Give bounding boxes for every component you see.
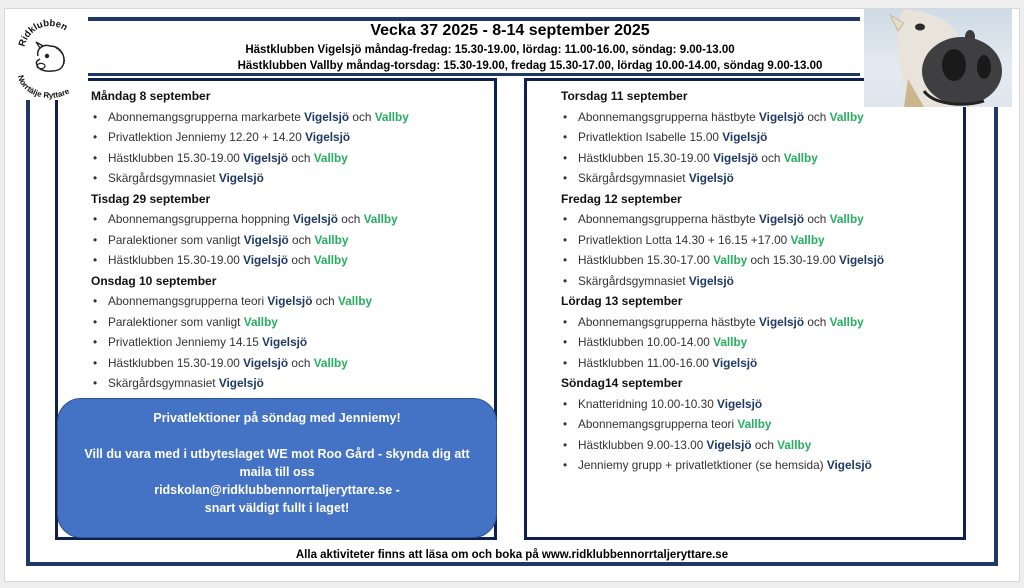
notice-banner [57, 398, 497, 538]
location-vallby: Vallby [337, 294, 373, 308]
frame-top-line [85, 17, 860, 21]
location-vallby: Vallby [374, 109, 409, 124]
bullet-icon: • [563, 171, 568, 185]
location-vigelsjo: Vigelsjö [267, 294, 313, 308]
schedule-item [561, 107, 884, 128]
location-vigelsjo: Vigelsjö [759, 314, 805, 329]
day-heading: Onsdag 10 september [91, 273, 217, 288]
notice-email[interactable]: ridskolan@ridklubbennorrtaljeryttare.se - [154, 483, 400, 497]
hours-vigelsjo: Hästklubben Vigelsjö måndag-fredag: 15.30-19.00, lördag: 11.00-16.00, söndag: 9.00-13.00 [245, 44, 735, 56]
bullet-icon: • [563, 212, 568, 226]
schedule-item [561, 353, 884, 374]
bullet-icon: • [563, 232, 568, 247]
bullet-icon: • [563, 109, 568, 124]
item-text: Abonnemangsgrupperna markarbete [108, 109, 305, 124]
location-vallby: Vallby [783, 150, 818, 165]
item-text: Abonnemangsgrupperna hästbyte [578, 109, 760, 124]
club-logo [12, 16, 88, 100]
location-vigelsjo: Vigelsjö [688, 171, 734, 185]
location-vigelsjo: Vigelsjö [688, 273, 734, 288]
bullet-icon: • [563, 396, 568, 411]
location-vigelsjo: Vigelsjö [243, 355, 289, 370]
item-text: och [288, 232, 315, 247]
item-text: Hästklubben 15.30-19.00 [108, 150, 244, 165]
bullet-icon: • [93, 294, 98, 308]
schedule-item [91, 127, 409, 148]
logo-text-bottom: Norrtälje Ryttare [15, 74, 71, 100]
hours-vallby: Hästklubben Vallby måndag-torsdag: 15.30-19.00, fredag 15.30-17.00, lördag 10.00-14.00, söndag 9.00-13.00 [237, 60, 823, 72]
schedule-item [91, 353, 409, 374]
horse-head-logo-icon [12, 16, 88, 100]
frame-second-line [85, 73, 860, 76]
location-vigelsjo: Vigelsjö [304, 109, 350, 124]
location-vallby: Vallby [313, 355, 348, 370]
left-schedule [91, 86, 409, 394]
location-vigelsjo: Vigelsjö [713, 150, 759, 165]
bullet-icon: • [93, 150, 98, 165]
item-text: Privatlektion Jenniemy 12.20 + 14.20 [108, 130, 306, 144]
bullet-icon: • [563, 273, 568, 288]
location-vigelsjo: Vigelsjö [839, 253, 885, 267]
horse-photo [864, 9, 1012, 107]
schedule-item [91, 148, 409, 169]
item-text: och [751, 437, 778, 452]
bullet-icon: • [93, 212, 98, 226]
day-heading: Torsdag 11 september [561, 89, 688, 103]
bullet-icon: • [93, 355, 98, 370]
schedule-item [91, 291, 409, 312]
location-vallby: Vallby [363, 212, 398, 226]
location-vallby: Vallby [777, 437, 812, 452]
bullet-icon: • [563, 150, 568, 165]
schedule-item [561, 209, 884, 230]
schedule-item [561, 148, 884, 169]
day-heading: Lördag 13 september [561, 294, 683, 308]
location-vigelsjo: Vigelsjö [243, 253, 289, 267]
item-text: Paralektioner som vanligt [108, 314, 244, 329]
item-text: Skärgårdsgymnasiet [108, 171, 219, 185]
item-text: och [288, 355, 314, 370]
item-text: Skärgårdsgymnasiet [108, 376, 219, 390]
bullet-icon: • [563, 437, 568, 452]
item-text: Skärgårdsgymnasiet [578, 171, 689, 185]
bullet-icon: • [563, 314, 568, 329]
item-text: Abonnemangsgrupperna hästbyte [578, 314, 760, 329]
item-text: och [804, 109, 830, 124]
location-vigelsjo: Vigelsjö [292, 212, 338, 226]
item-text: och [338, 212, 364, 226]
schedule-item [91, 209, 409, 230]
day-heading: Tisdag 29 september [91, 191, 211, 206]
bullet-icon: • [93, 314, 98, 329]
item-text: Privatlektion Lotta 14.30 + 16.15 +17.00 [578, 232, 791, 247]
location-vallby: Vallby [314, 232, 349, 247]
item-text: Jenniemy grupp + privatletktioner (se hemsida) [578, 458, 827, 472]
item-text: och [804, 314, 830, 329]
bullet-icon: • [93, 335, 98, 349]
bullet-icon: • [93, 253, 98, 267]
location-vallby: Vallby [313, 150, 348, 165]
schedule-item [91, 373, 409, 394]
item-text: och [288, 150, 314, 165]
location-vigelsjo: Vigelsjö [218, 171, 264, 185]
item-text: och 15.30-19.00 [747, 253, 840, 267]
item-text: Abonnemangsgrupperna teori [108, 294, 268, 308]
bullet-icon: • [93, 376, 98, 390]
schedule-item [91, 230, 409, 251]
schedule-item [561, 127, 884, 148]
location-vigelsjo: Vigelsjö [717, 396, 763, 411]
location-vigelsjo: Vigelsjö [706, 437, 752, 452]
location-vallby: Vallby [737, 417, 772, 431]
bullet-icon: • [563, 458, 568, 472]
footer-text: Alla aktiviteter finns att läsa om och boka på www.ridklubbennorrtaljeryttare.se [295, 549, 729, 561]
item-text: Abonnemangsgrupperna hästbyte [578, 212, 760, 226]
schedule-item [561, 455, 884, 476]
schedule-item [561, 414, 884, 435]
bullet-icon: • [563, 130, 568, 144]
bullet-icon: • [563, 417, 568, 431]
bullet-icon: • [93, 130, 98, 144]
location-vigelsjo: Vigelsjö [712, 355, 758, 370]
bullet-icon: • [563, 355, 568, 370]
schedule-item [91, 250, 409, 271]
location-vallby: Vallby [713, 253, 748, 267]
location-vallby: Vallby [790, 232, 825, 247]
svg-text:Ridklubben [17, 18, 70, 48]
schedule-item [561, 394, 884, 415]
location-vallby: Vallby [829, 314, 864, 329]
item-text: och [758, 150, 784, 165]
location-vigelsjo: Vigelsjö [759, 109, 805, 124]
location-vallby: Vallby [829, 212, 864, 226]
item-text: Skärgårdsgymnasiet [578, 273, 689, 288]
bullet-icon: • [563, 335, 568, 349]
bullet-icon: • [93, 171, 98, 185]
schedule-item [91, 168, 409, 189]
schedule-item [561, 435, 884, 456]
schedule-item [91, 332, 409, 353]
schedule-item [561, 250, 884, 271]
notice-line-4: snart väldigt fullt i laget! [204, 501, 350, 515]
item-text: Hästklubben 11.00-16.00 [578, 355, 713, 370]
location-vigelsjo: Vigelsjö [826, 458, 872, 472]
location-vigelsjo: Vigelsjö [243, 150, 289, 165]
schedule-item [91, 107, 409, 128]
logo-text-top: Ridklubben [16, 17, 70, 48]
item-text: Knatteridning 10.00-10.30 [578, 396, 718, 411]
notice-line-2: Vill du vara med i utbyteslaget WE mot Roo Gård - skynda dig att maila till oss [84, 447, 470, 479]
item-text: Privatlektion Jenniemy 14.15 [108, 335, 263, 349]
day-heading: Söndag14 september [561, 376, 683, 390]
schedule-item [561, 230, 884, 251]
location-vigelsjo: Vigelsjö [759, 212, 805, 226]
item-text: Abonnemangsgrupperna hoppning [108, 212, 293, 226]
item-text: Hästklubben 15.30-19.00 [108, 355, 244, 370]
item-text: Hästklubben 15.30-19.00 [578, 150, 714, 165]
bullet-icon: • [563, 253, 568, 267]
right-schedule [561, 86, 884, 476]
location-vigelsjo: Vigelsjö [218, 376, 264, 390]
location-vigelsjo: Vigelsjö [262, 335, 308, 349]
item-text: Hästklubben 15.30-17.00 [578, 253, 714, 267]
location-vallby: Vallby [829, 109, 864, 124]
day-heading: Fredag 12 september [561, 191, 682, 206]
schedule-item [91, 312, 409, 333]
item-text: och [312, 294, 338, 308]
item-text: och [288, 253, 314, 267]
bullet-icon: • [93, 109, 98, 124]
schedule-item [561, 332, 884, 353]
location-vallby: Vallby [313, 253, 348, 267]
svg-text:Norrtälje Ryttare [16, 74, 71, 100]
item-text: Hästklubben 10.00-14.00 [578, 335, 714, 349]
item-text: Abonnemangsgrupperna teori [578, 417, 738, 431]
location-vigelsjo: Vigelsjö [305, 130, 351, 144]
schedule-item [561, 271, 884, 292]
location-vallby: Vallby [243, 314, 278, 329]
page-title: Vecka 37 2025 - 8-14 september 2025 [370, 22, 650, 39]
item-text: Hästklubben 9.00-13.00 [578, 437, 707, 452]
schedule-item [561, 168, 884, 189]
notice-line-1: Privatlektioner på söndag med Jenniemy! [153, 411, 401, 425]
location-vigelsjo: Vigelsjö [722, 130, 768, 144]
schedule-item [561, 312, 884, 333]
item-text: Paralektioner som vanligt [108, 232, 244, 247]
item-text: Hästklubben 15.30-19.00 [108, 253, 244, 267]
item-text: och [349, 109, 375, 124]
item-text: Privatlektion Isabelle 15.00 [578, 130, 723, 144]
bullet-icon: • [93, 232, 98, 247]
location-vallby: Vallby [713, 335, 748, 349]
day-heading: Måndag 8 september [91, 89, 211, 103]
horse-photo-icon [864, 9, 1012, 107]
item-text: och [804, 212, 830, 226]
location-vigelsjo: Vigelsjö [243, 232, 289, 247]
